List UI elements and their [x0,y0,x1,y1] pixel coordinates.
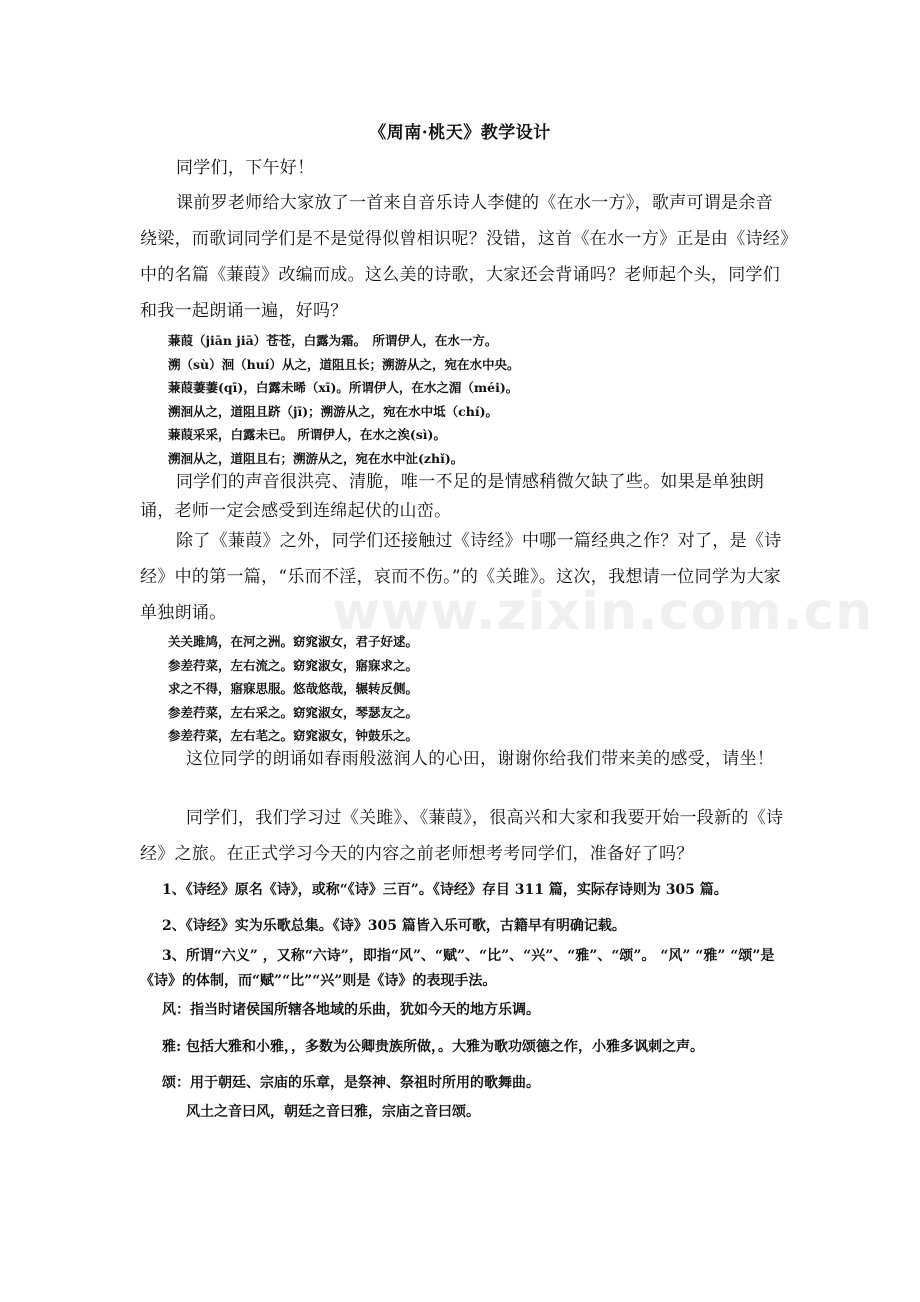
poem-line: 参差荇菜，左右采之。窈窕淑女，琴瑟友之。 [168,704,419,720]
poem-line: 蒹葭萋萋(qī)，白露未晞（xī)。所谓伊人，在水之湄（méi)。 [168,380,519,395]
document-title: 《周南·桃天》教学设计 [369,123,551,143]
praise-paragraph: 这位同学的朗诵如春雨般滋润人的心田，谢谢你给我们带来美的感受，请坐！ [186,749,775,769]
transition-paragraph: 除了《蒹葭》之外，同学们还接触过《诗经》中哪一篇经典之作？对了，是《诗经》中的第一篇，“乐而不淫，哀而不伤。”的《关雎》。这次，我想请一位同学为大家单独朗诵。 [140,531,782,623]
poem-line: 溯洄从之，道阻且跻（jī)；溯游从之，宛在水中坻（chí)。 [168,403,499,419]
point-1: 1、《诗经》原名《诗》，或称“《诗》三百”。《诗经》存目 311 篇，实际存诗则为 305 篇。 [162,882,728,898]
definition-feng: 风：指当时诸侯国所辖各地域的乐曲，犹如今天的地方乐调。 [162,1002,540,1018]
lead-paragraph: 同学们，我们学习过《关雎》、《蒹葭》，很高兴和大家和我要开始一段新的《诗经》之旅。在正式学习今天的内容之前老师想考考同学们，准备好了吗？ [140,808,784,864]
poem-line: 蒹葭（jiān jiā）苍苍，白露为霜。 所谓伊人，在水一方。 [168,333,498,348]
poem-line: 溯（sù）洄（huí）从之，道阻且长；溯游从之，宛在水中央。 [168,356,520,372]
poem-line: 参差荇菜，左右流之。窈窕淑女，寤寐求之。 [168,657,419,673]
poem-line: 关关雎鸠，在河之洲。窈窕淑女，君子好逑。 [168,634,419,649]
intro-paragraph: 课前罗老师给大家放了一首来自音乐诗人李健的《在水一方》，歌声可谓是余音绕梁，而歌词同学们是不是觉得似曾相识呢？没错，这首《在水一方》正是由《诗经》中的名篇《蒹葭》改编而成。这么美的诗歌，大家还会背诵吗？老师起个头，同学们和我一起朗诵一遍，好吗？ [140,193,789,321]
summary-line: 风土之音曰风，朝廷之音曰雅，宗庙之音曰颂。 [186,1104,480,1120]
greeting-text: 同学们，下午好！ [176,158,315,178]
poem-jianjia [168,329,768,470]
watermark: www.zixin.com.cn [332,582,874,642]
comment-paragraph: 同学们的声音很洪亮、清脆，唯一不足的是情感稍微欠缺了些。如果是单独朗诵，老师一定会感受到连绵起伏的山峦。 [140,472,765,521]
poem-line: 参差荇菜，左右芼之。窈窕淑女，钟鼓乐之。 [168,728,419,743]
point-3: 3、所谓“六义” ，又称“六诗”，即指“风”、“赋”、“比”、“兴”、“雅”、“颂”。 “风” “雅” “颂”是《诗》的体制，而“赋”“比”“兴”则是《诗》的表现手法。 [140,948,775,989]
definition-ya: 雅: 包括大雅和小雅，，多数为公卿贵族所做，。大雅为歌功颂德之作，小雅多讽刺之声。 [162,1039,705,1055]
point-2: 2、《诗经》实为乐歌总集。《诗》305 篇皆入乐可歌，古籍早有明确记载。 [162,918,626,934]
poem-guanju [168,630,768,748]
poem-line: 求之不得，寤寐思服。悠哉悠哉，辗转反侧。 [168,681,419,696]
definition-song: 颂：用于朝廷、宗庙的乐章，是祭神、祭祖时所用的歌舞曲。 [162,1075,540,1091]
poem-line: 蒹葭采采，白露未已。 所谓伊人，在水之涘(sì)。 [168,427,446,442]
poem-line: 溯洄从之，道阻且右；溯游从之，宛在水中沚(zhǐ)。 [168,450,464,466]
